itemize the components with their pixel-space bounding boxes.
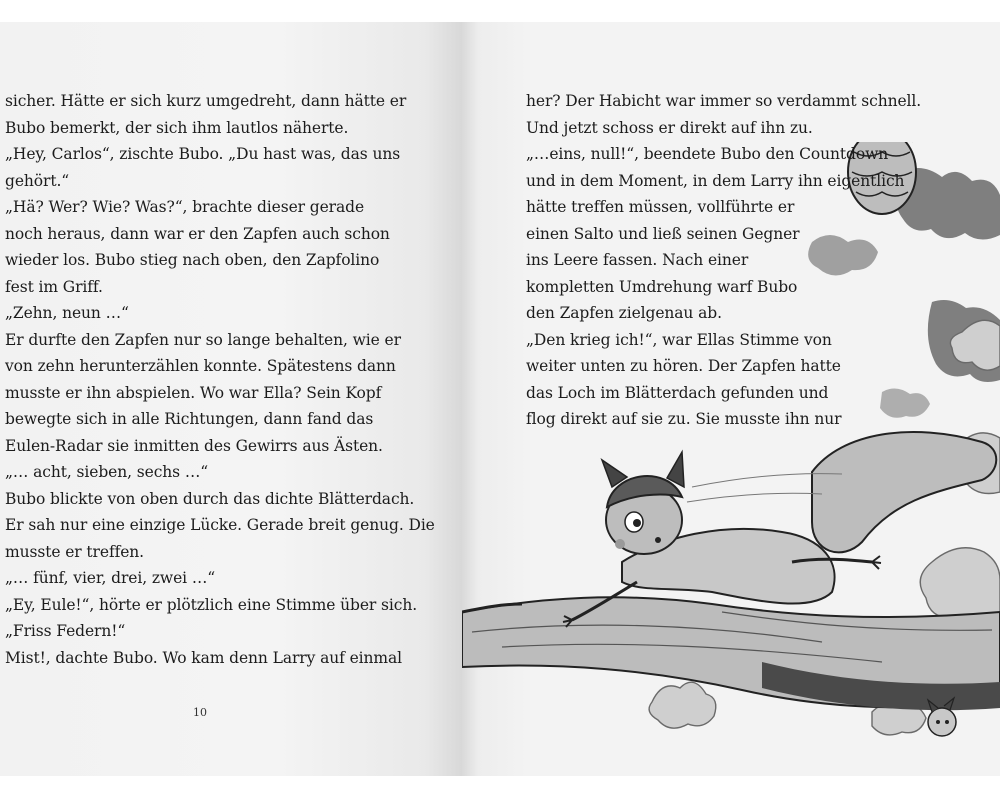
text-line: Er sah nur eine einzige Lücke. Gerade breit genug. Die [5,516,435,534]
text-line: und in dem Moment, in dem Larry ihn eigentlich [526,171,905,190]
right-page-text [526,88,921,433]
text-line: „… acht, sieben, sechs …“ [5,463,209,481]
text-line: Und jetzt schoss er direkt auf ihn zu. [526,118,813,137]
text-line: musste er treffen. [5,542,144,561]
text-line: das Loch im Blätterdach gefunden und [526,383,829,402]
text-line: fest im Griff. [5,277,103,296]
text-line: sicher. Hätte er sich kurz umgedreht, dann hätte er [5,92,407,110]
text-line: „Hey, Carlos“, zischte Bubo. „Du hast was, das uns [5,145,401,163]
text-line: einen Salto und ließ seinen Gegner [526,224,800,243]
left-page-text [5,88,435,671]
text-line: hätte treffen müssen, vollführte er [526,198,795,216]
text-line: „Den krieg ich!“, war Ellas Stimme von [526,330,832,349]
text-line: Eulen-Radar sie inmitten des Gewirrs aus Ästen. [5,436,383,455]
tree-branch [462,597,1000,710]
text-line: Mist!, dachte Bubo. Wo kam denn Larry auf einmal [5,648,402,667]
text-line: „…eins, null!“, beendete Bubo den Countdown [526,145,889,163]
text-line: „… fünf, vier, drei, zwei …“ [5,569,216,587]
text-line: ins Leere fassen. Nach einer [526,251,749,269]
text-line: „Hä? Wer? Wie? Was?“, brachte dieser gerade [5,198,365,216]
text-line: „Ey, Eule!“, hörte er plötzlich eine Stimme über sich. [5,595,418,614]
text-line: wieder los. Bubo stieg nach oben, den Zapfolino [5,251,380,269]
text-line: „Friss Federn!“ [5,622,126,640]
text-line: von zehn herunterzählen konnte. Spätestens dann [5,357,396,375]
text-line: gehört.“ [5,171,70,190]
text-line: Er durfte den Zapfen nur so lange behalten, wie er [5,330,401,349]
left-page [0,22,462,776]
text-line: Bubo blickte von oben durch das dichte Blätterdach. [5,489,415,508]
text-line: noch heraus, dann war er den Zapfen auch schon [5,224,390,243]
text-line: kompletten Umdrehung warf Bubo [526,277,798,296]
text-line: flog direkt auf sie zu. Sie musste ihn nur [526,410,842,428]
page-number: 10 [193,706,207,719]
text-line: weiter unten zu hören. Der Zapfen hatte [526,357,841,375]
text-line: Bubo bemerkt, der sich ihm lautlos näherte. [5,118,349,137]
text-line: den Zapfen zielgenau ab. [526,304,722,322]
text-line: her? Der Habicht war immer so verdammt schnell. [526,92,922,110]
text-line: musste er ihn abspielen. Wo war Ella? Sein Kopf [5,383,382,402]
book-spread [0,22,1000,776]
text-line: bewegte sich in alle Richtungen, dann fand das [5,410,374,428]
text-line: „Zehn, neun …“ [5,304,129,322]
right-page [462,22,1000,776]
